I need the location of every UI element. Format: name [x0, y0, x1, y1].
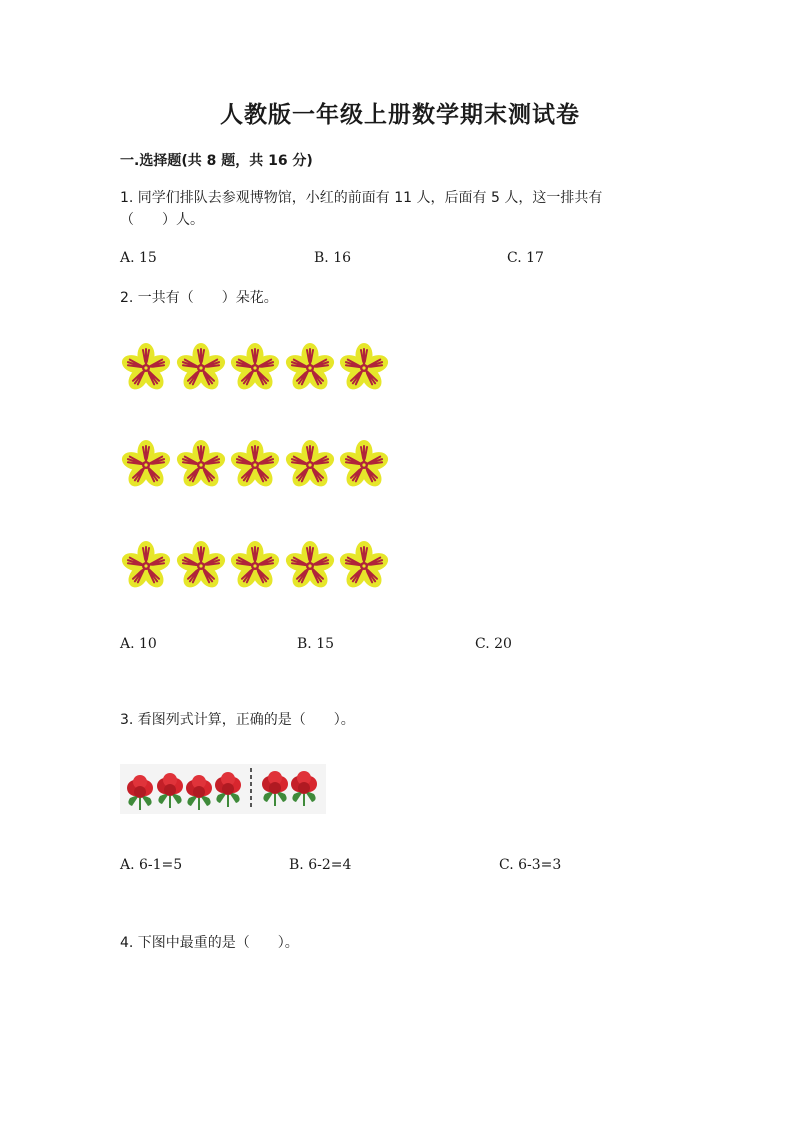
question-1-line-1: 1. 同学们排队去参观博物馆，小红的前面有 11 人，后面有 5 人，这一排共有: [120, 190, 603, 206]
question-1-line-2: （ ）人。: [120, 212, 204, 228]
flower-icon: [338, 540, 390, 592]
flower-icon: [229, 439, 281, 491]
flower-icon: [338, 439, 390, 491]
question-2-option-c[interactable]: C. 20: [475, 636, 512, 652]
question-1-text: [120, 187, 680, 231]
flower-icon: [175, 342, 227, 394]
question-2-option-a[interactable]: A. 10: [120, 636, 157, 652]
flower-grid-icon: [120, 342, 400, 592]
question-2-text: 2. 一共有（ ）朵花。: [120, 290, 278, 306]
question-2-option-b[interactable]: B. 15: [297, 636, 335, 652]
question-1-option-b[interactable]: B. 16: [314, 250, 352, 266]
flower-icon: [175, 439, 227, 491]
question-3-option-c[interactable]: C. 6-3=3: [499, 857, 562, 873]
page-title: 人教版一年级上册数学期末测试卷: [220, 101, 580, 128]
question-1-option-c[interactable]: C. 17: [507, 250, 544, 266]
flower-icon: [229, 540, 281, 592]
flower-icon: [229, 342, 281, 394]
question-3-option-a[interactable]: A. 6-1=5: [120, 857, 183, 873]
flower-icon: [284, 439, 336, 491]
flower-icon: [338, 342, 390, 394]
flower-icon: [120, 342, 172, 394]
question-4-text: 4. 下图中最重的是（ ）。: [120, 935, 299, 951]
flower-icon: [120, 439, 172, 491]
roses-icon: [120, 764, 326, 814]
flower-icon: [284, 540, 336, 592]
flower-icon: [284, 342, 336, 394]
question-3-option-b[interactable]: B. 6-2=4: [289, 857, 352, 873]
question-3-text: 3. 看图列式计算，正确的是（ ）。: [120, 712, 355, 728]
flower-icon: [120, 540, 172, 592]
flower-icon: [175, 540, 227, 592]
question-1-option-a[interactable]: A. 15: [120, 250, 157, 266]
section-heading: 一.选择题(共 8 题，共 16 分): [120, 153, 313, 169]
